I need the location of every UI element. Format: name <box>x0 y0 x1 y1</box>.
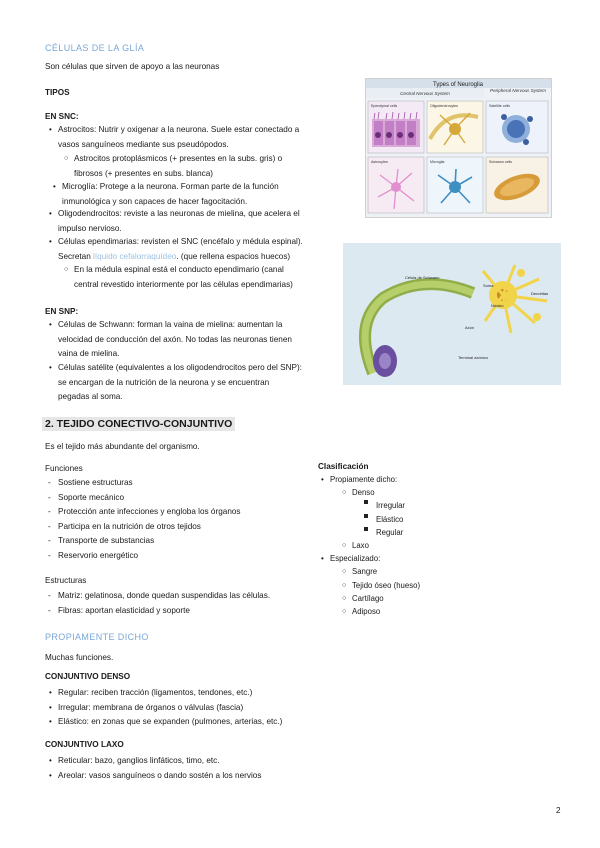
tipos-heading: TIPOS <box>45 88 70 97</box>
neuron-figure <box>343 243 561 385</box>
pns-label: Peripheral Nervous System <box>490 88 546 93</box>
astro-item: • Astrocitos: Nutrir y oxigenar a la neurona. Suele estar conectado a vasos sanguíneos mediante sus pseudópodos. <box>49 125 300 149</box>
funciones-heading: Funciones <box>45 464 83 473</box>
denso-list: • Regular: reciben tracción (ligamentos, tendones, etc.) • Irregular: membrana de órganos o válvulas (fascia) • Elástico: en zonas que se expanden (pulmones, arterias, etc.) <box>49 688 283 726</box>
clasificacion-heading: Clasificación <box>318 462 369 471</box>
schwann-item: • Células de Schwann: forman la vaina de mielina: aumentan la velocidad de conducción del axón. No todas las neuronas tienen vaina de mielina. <box>49 320 292 358</box>
snp-label: EN SNP: <box>45 307 79 316</box>
propiamente-dicho-intro: Muchas funciones. <box>45 653 114 662</box>
oligo-item: • Oligodendrocitos: reviste a las neuronas de mielina, que acelera el impulso nervioso. <box>49 209 300 233</box>
clasificacion-list: • Propiamente dicho: ○ Denso Irregular Elástico Regular ○ Laxo • Especializado: ○ Sangre ○ Tejido óseo (hueso) ○ Cartílago ○ Adiposo <box>321 475 421 617</box>
estructuras-heading: Estructuras <box>45 576 87 585</box>
fig2-label: Terminal axónico <box>458 355 489 360</box>
fig2-label: Célula de Schwann <box>405 275 440 280</box>
epend-subitem: ○ En la médula espinal está el conducto ependimario (canal central revestido interiormente por las células ependimarias) <box>64 265 293 289</box>
laxo-list: • Reticular: bazo, ganglios linfáticos, timo, etc. • Areolar: vasos sanguíneos o dando sostén a los nervios <box>49 756 262 780</box>
micro-item: • Microglía: Protege a la neurona. Forman parte de la función inmunológica y son capaces de hacer fagocitación. <box>53 182 279 206</box>
glia-intro: Son células que sirven de apoyo a las neuronas <box>45 62 220 71</box>
epend-item: • Células ependimarias: revisten el SNC (encéfalo y médula espinal). Secretan líquido cefalorraquídeo. (que rellena espacios huecos) <box>49 237 303 261</box>
cell-label: Ependymal cells <box>371 104 398 108</box>
neuroglia-title: Types of Neuroglia <box>432 82 484 88</box>
propiamente-dicho-title: PROPIAMENTE DICHO <box>45 632 149 642</box>
cns-label: Central Nervous System <box>400 91 450 96</box>
funciones-list: - Sostiene estructuras - Soporte mecánico - Protección ante infecciones y engloba los órganos - Participa en la nutrición de otros tejidos - Transporte de substancias - Reservorio energético <box>48 478 241 560</box>
cell-label: Astrocytes <box>371 160 388 164</box>
denso-heading: CONJUNTIVO DENSO <box>45 672 131 681</box>
fig2-label: Dendritas <box>531 291 549 296</box>
estructuras-list: - Matriz: gelatinosa, donde quedan suspendidas las células. - Fibras: aportan elasticidad y soporte <box>48 591 271 615</box>
cell-label: Satellite cells <box>489 104 510 108</box>
section-2-title: 2. TEJIDO CONECTIVO-CONJUNTIVO <box>42 417 235 431</box>
satellite-item: • Células satélite (equivalentes a los oligodendrocitos pero del SNP): se encargan de la nutrición de la neurona y se encuentran pegadas al soma. <box>49 363 302 401</box>
astro-subitem: ○ Astrocitos protoplásmicos (+ presentes en la subs. gris) o fibrosos (+ presentes en subs. blanca) <box>64 154 283 178</box>
fig2-label: Núcleo <box>491 303 504 308</box>
fig2-label: Soma <box>483 283 494 288</box>
cell-label: Schwann cells <box>489 160 512 164</box>
csf-link-text: líquido cefalorraquídeo <box>93 251 177 261</box>
snc-label: EN SNC: <box>45 112 79 121</box>
cell-label: Oligodendrocytes <box>430 104 458 108</box>
page-number: 2 <box>556 806 561 815</box>
neuroglia-figure <box>365 78 552 218</box>
laxo-heading: CONJUNTIVO LAXO <box>45 740 124 749</box>
tejido-intro: Es el tejido más abundante del organismo. <box>45 442 200 451</box>
fig2-label: Axón <box>465 325 475 330</box>
glia-title: CÉLULAS DE LA GLÍA <box>45 43 145 53</box>
cell-label: Microglia <box>430 160 445 164</box>
